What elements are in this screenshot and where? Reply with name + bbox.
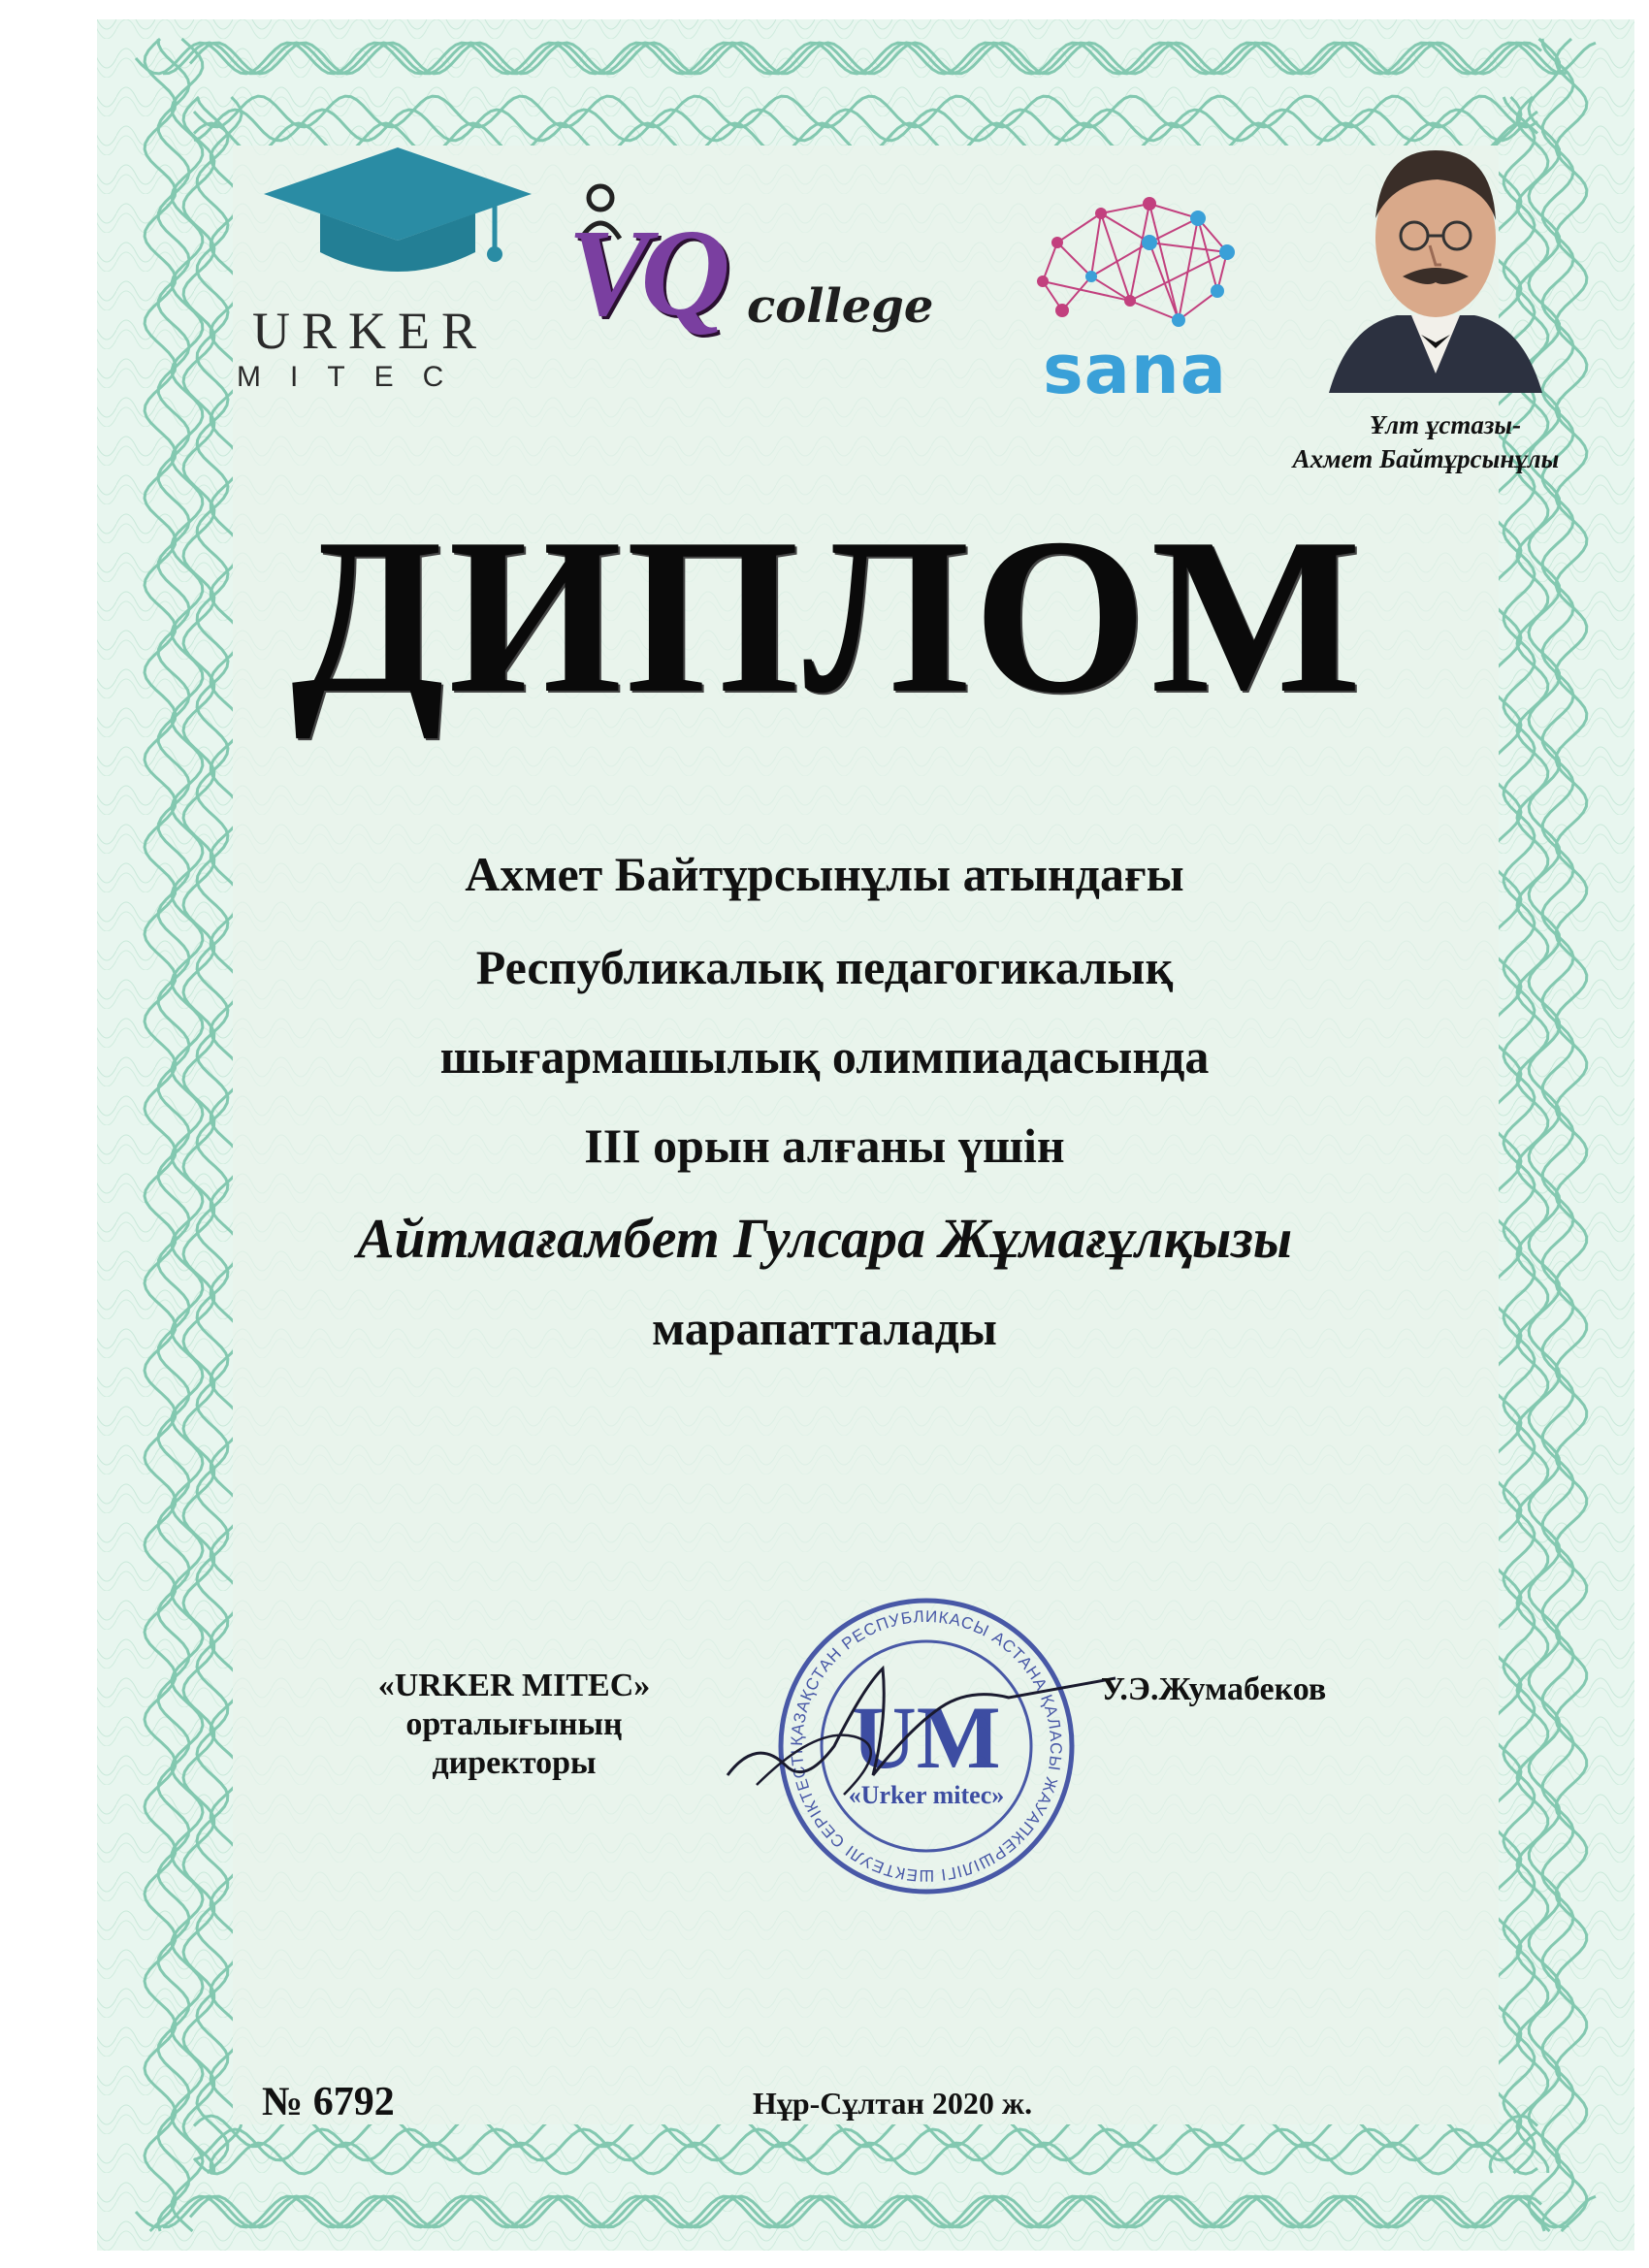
vq-college-logo (558, 175, 965, 359)
body-line-2: Республикалық педагогикалық (475, 940, 1174, 994)
stamp-center-text: UM (852, 1688, 1001, 1787)
vq-mark: VQ (567, 204, 721, 341)
portrait-image (1329, 131, 1542, 412)
portrait-caption-line1: Ұлт ұстазы- (1369, 410, 1522, 439)
stamp-sub-text: «Urker mitec» (848, 1781, 1005, 1809)
handwritten-signature (718, 1630, 1125, 1824)
certificate-number: № 6792 (262, 2080, 395, 2124)
signer-name: У.Э.Жумабеков (1101, 1671, 1327, 1707)
portrait-caption-line2: Ахмет Байтұрсынұлы (1292, 444, 1560, 473)
college-wordmark: college (747, 279, 934, 334)
svg-text:ҚАЗАҚСТАН РЕСПУБЛИКАСЫ АСТАНА: ҚАЗАҚСТАН РЕСПУБЛИКАСЫ АСТАНА ҚАЛАСЫ ЖАУАПКЕРШІЛІГІ ШЕКТЕУЛІ СЕРІКТЕСТІ (787, 1606, 1066, 1886)
issuer-org: «URKER MITEC» (377, 1668, 651, 1703)
issuer-role: директоры (432, 1745, 597, 1782)
body-line-5: марапатталады (652, 1301, 997, 1355)
sana-logo (1018, 184, 1251, 407)
place-and-date: Нұр-Сұлтан 2020 ж. (752, 2086, 1033, 2121)
neural-network-icon (1023, 184, 1246, 349)
mitec-wordmark: MITEC (237, 361, 473, 393)
issuer-org-suffix: орталығының (405, 1706, 623, 1743)
recipient-name: Айтмағамбет Гулсара Жұмағұлқызы (356, 1207, 1293, 1270)
body-line-4: ІІІ орын алғаны үшін (584, 1118, 1065, 1173)
graduation-cap-icon (262, 146, 534, 281)
diploma-title: ДИПЛОМ (291, 492, 1366, 739)
urker-mitec-logo (237, 146, 553, 398)
issuer-title (359, 1667, 669, 1783)
sana-wordmark: sana (1043, 330, 1227, 409)
body-line-3: шығармашылық олимпиадасында (439, 1029, 1210, 1084)
urker-wordmark: URKER (252, 302, 489, 360)
body-line-1: Ахмет Байтұрсынұлы атындағы (465, 847, 1184, 901)
portrait-ahmet-baitursynuly (1319, 131, 1552, 439)
